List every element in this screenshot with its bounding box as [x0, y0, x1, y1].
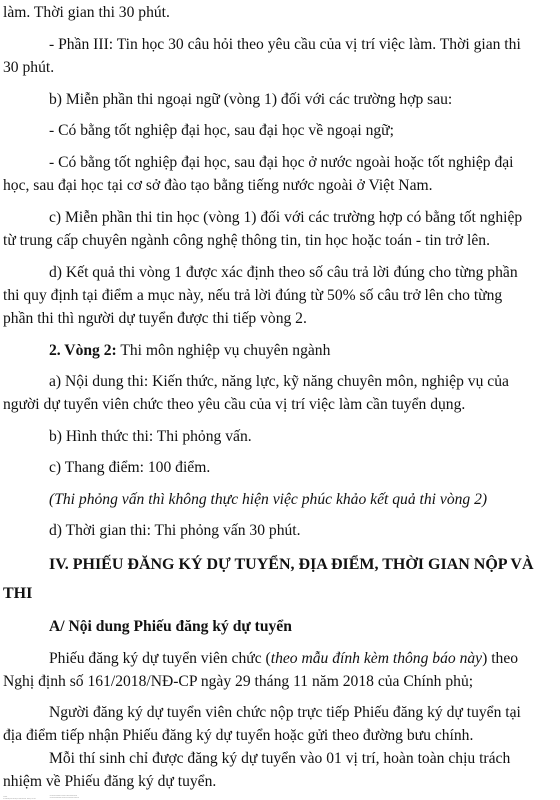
- text-line: làm. Thời gian thi 30 phút.: [3, 4, 170, 21]
- section-heading: IV. PHIẾU ĐĂNG KÝ DỰ TUYỂN, ĐỊA ĐIỂM, THỜI GIAN NỘP VÀ: [49, 556, 534, 573]
- text-line: nhiệm về Phiếu đăng ký dự tuyển.: [3, 773, 217, 790]
- round-2-text: Thi môn nghiệp vụ chuyên ngành: [120, 342, 331, 359]
- text-line: từ trung cấp chuyên ngành công nghệ thông tin, tin học hoặc toán - tin trở lên.: [3, 232, 490, 249]
- text-line: Người đăng ký dự tuyển viên chức nộp trực tiếp Phiếu đăng ký dự tuyển tại: [49, 704, 521, 721]
- text-line: học, sau đại học tại cơ sở đào tạo bằng tiếng nước ngoài ở Việt Nam.: [3, 177, 433, 194]
- text-line: - Phần III: Tin học 30 câu hỏi theo yêu cầu của vị trí việc làm. Thời gian thi: [49, 36, 521, 53]
- text-line: c) Thang điểm: 100 điểm.: [49, 459, 211, 476]
- text-line: 30 phút.: [3, 59, 55, 76]
- text-line: phần thi thì người dự tuyển được thi tiếp vòng 2.: [3, 310, 307, 327]
- text-line: b) Hình thức thi: Thi phỏng vấn.: [49, 428, 252, 445]
- text-line: b) Miễn phần thi ngoại ngữ (vòng 1) đối với các trường hợp sau:: [49, 91, 453, 108]
- mixed-line-start: Phiếu đăng ký dự tuyển viên chức (: [49, 650, 271, 667]
- text-line: thi quy định tại điểm a mục này, nếu trả lời đúng từ 50% số câu trở lên cho từng: [3, 287, 503, 304]
- italic-note: [49, 490, 560, 510]
- subsection-heading-a-text: A/ Nội dung Phiếu đăng ký dự tuyển: [49, 618, 292, 635]
- text-line: - Có bằng tốt nghiệp đại học, sau đại học ở nước ngoài hoặc tốt nghiệp đại: [49, 154, 514, 171]
- text-line: Mỗi thí sinh chỉ được đăng ký dự tuyển vào 01 vị trí, hoàn toàn chịu trách: [49, 750, 511, 767]
- round-2-label: 2. Vòng 2:: [49, 342, 117, 359]
- text-line: - Thời hạn nhận Phiếu đăng ký dự tuyển: Từ ngày 27/4/2020 đến ngày: [49, 796, 78, 797]
- text-line: d) Kết quả thi vòng 1 được xác định theo số câu trả lời đúng cho từng phần: [49, 264, 518, 281]
- text-line: d) Thời gian thi: Thi phỏng vấn 30 phút.: [49, 522, 301, 539]
- text-line: người dự tuyển viên chức theo yêu cầu của vị trí việc làm cần tuyển dụng.: [3, 396, 466, 413]
- text-line: B/ Thời gian và địa điểm nhận Phiếu đăng ký dự tuyển:: [49, 795, 73, 796]
- document-tail: [0, 795, 560, 800]
- text-line: 30/6/2020.: [3, 797, 8, 798]
- subsection-heading-a: [49, 617, 560, 637]
- text-line: địa điểm tiếp nhận Phiếu đăng ký dự tuyển hoặc gửi theo đường bưu chính.: [3, 727, 474, 744]
- section-heading-cont: THI: [3, 585, 33, 602]
- italic-note-text: (Thi phỏng vấn thì không thực hiện việc phúc khảo kết quả thi vòng 2): [49, 491, 488, 508]
- text-line: Nghị định số 161/2018/NĐ-CP ngày 29 tháng 11 năm 2018 của Chính phủ;: [3, 673, 474, 690]
- mixed-line-end: ) theo: [482, 650, 519, 667]
- text-line: c) Miễn phần thi tin học (vòng 1) đối với các trường hợp có bằng tốt nghiệp: [49, 209, 523, 226]
- mixed-line: [49, 649, 560, 669]
- text-line: - Thời gian nhận Phiếu đăng ký dự tuyển vào giờ hành chính các ngày làm: [49, 798, 79, 799]
- text-line: a) Nội dung thi: Kiến thức, năng lực, kỹ năng chuyên môn, nghiệp vụ của: [49, 373, 509, 390]
- mixed-line-italic: theo mẫu đính kèm thông báo này: [270, 650, 483, 667]
- round-2-line: [49, 341, 560, 361]
- text-line: - Có bằng tốt nghiệp đại học, sau đại học về ngoại ngữ;: [49, 122, 394, 139]
